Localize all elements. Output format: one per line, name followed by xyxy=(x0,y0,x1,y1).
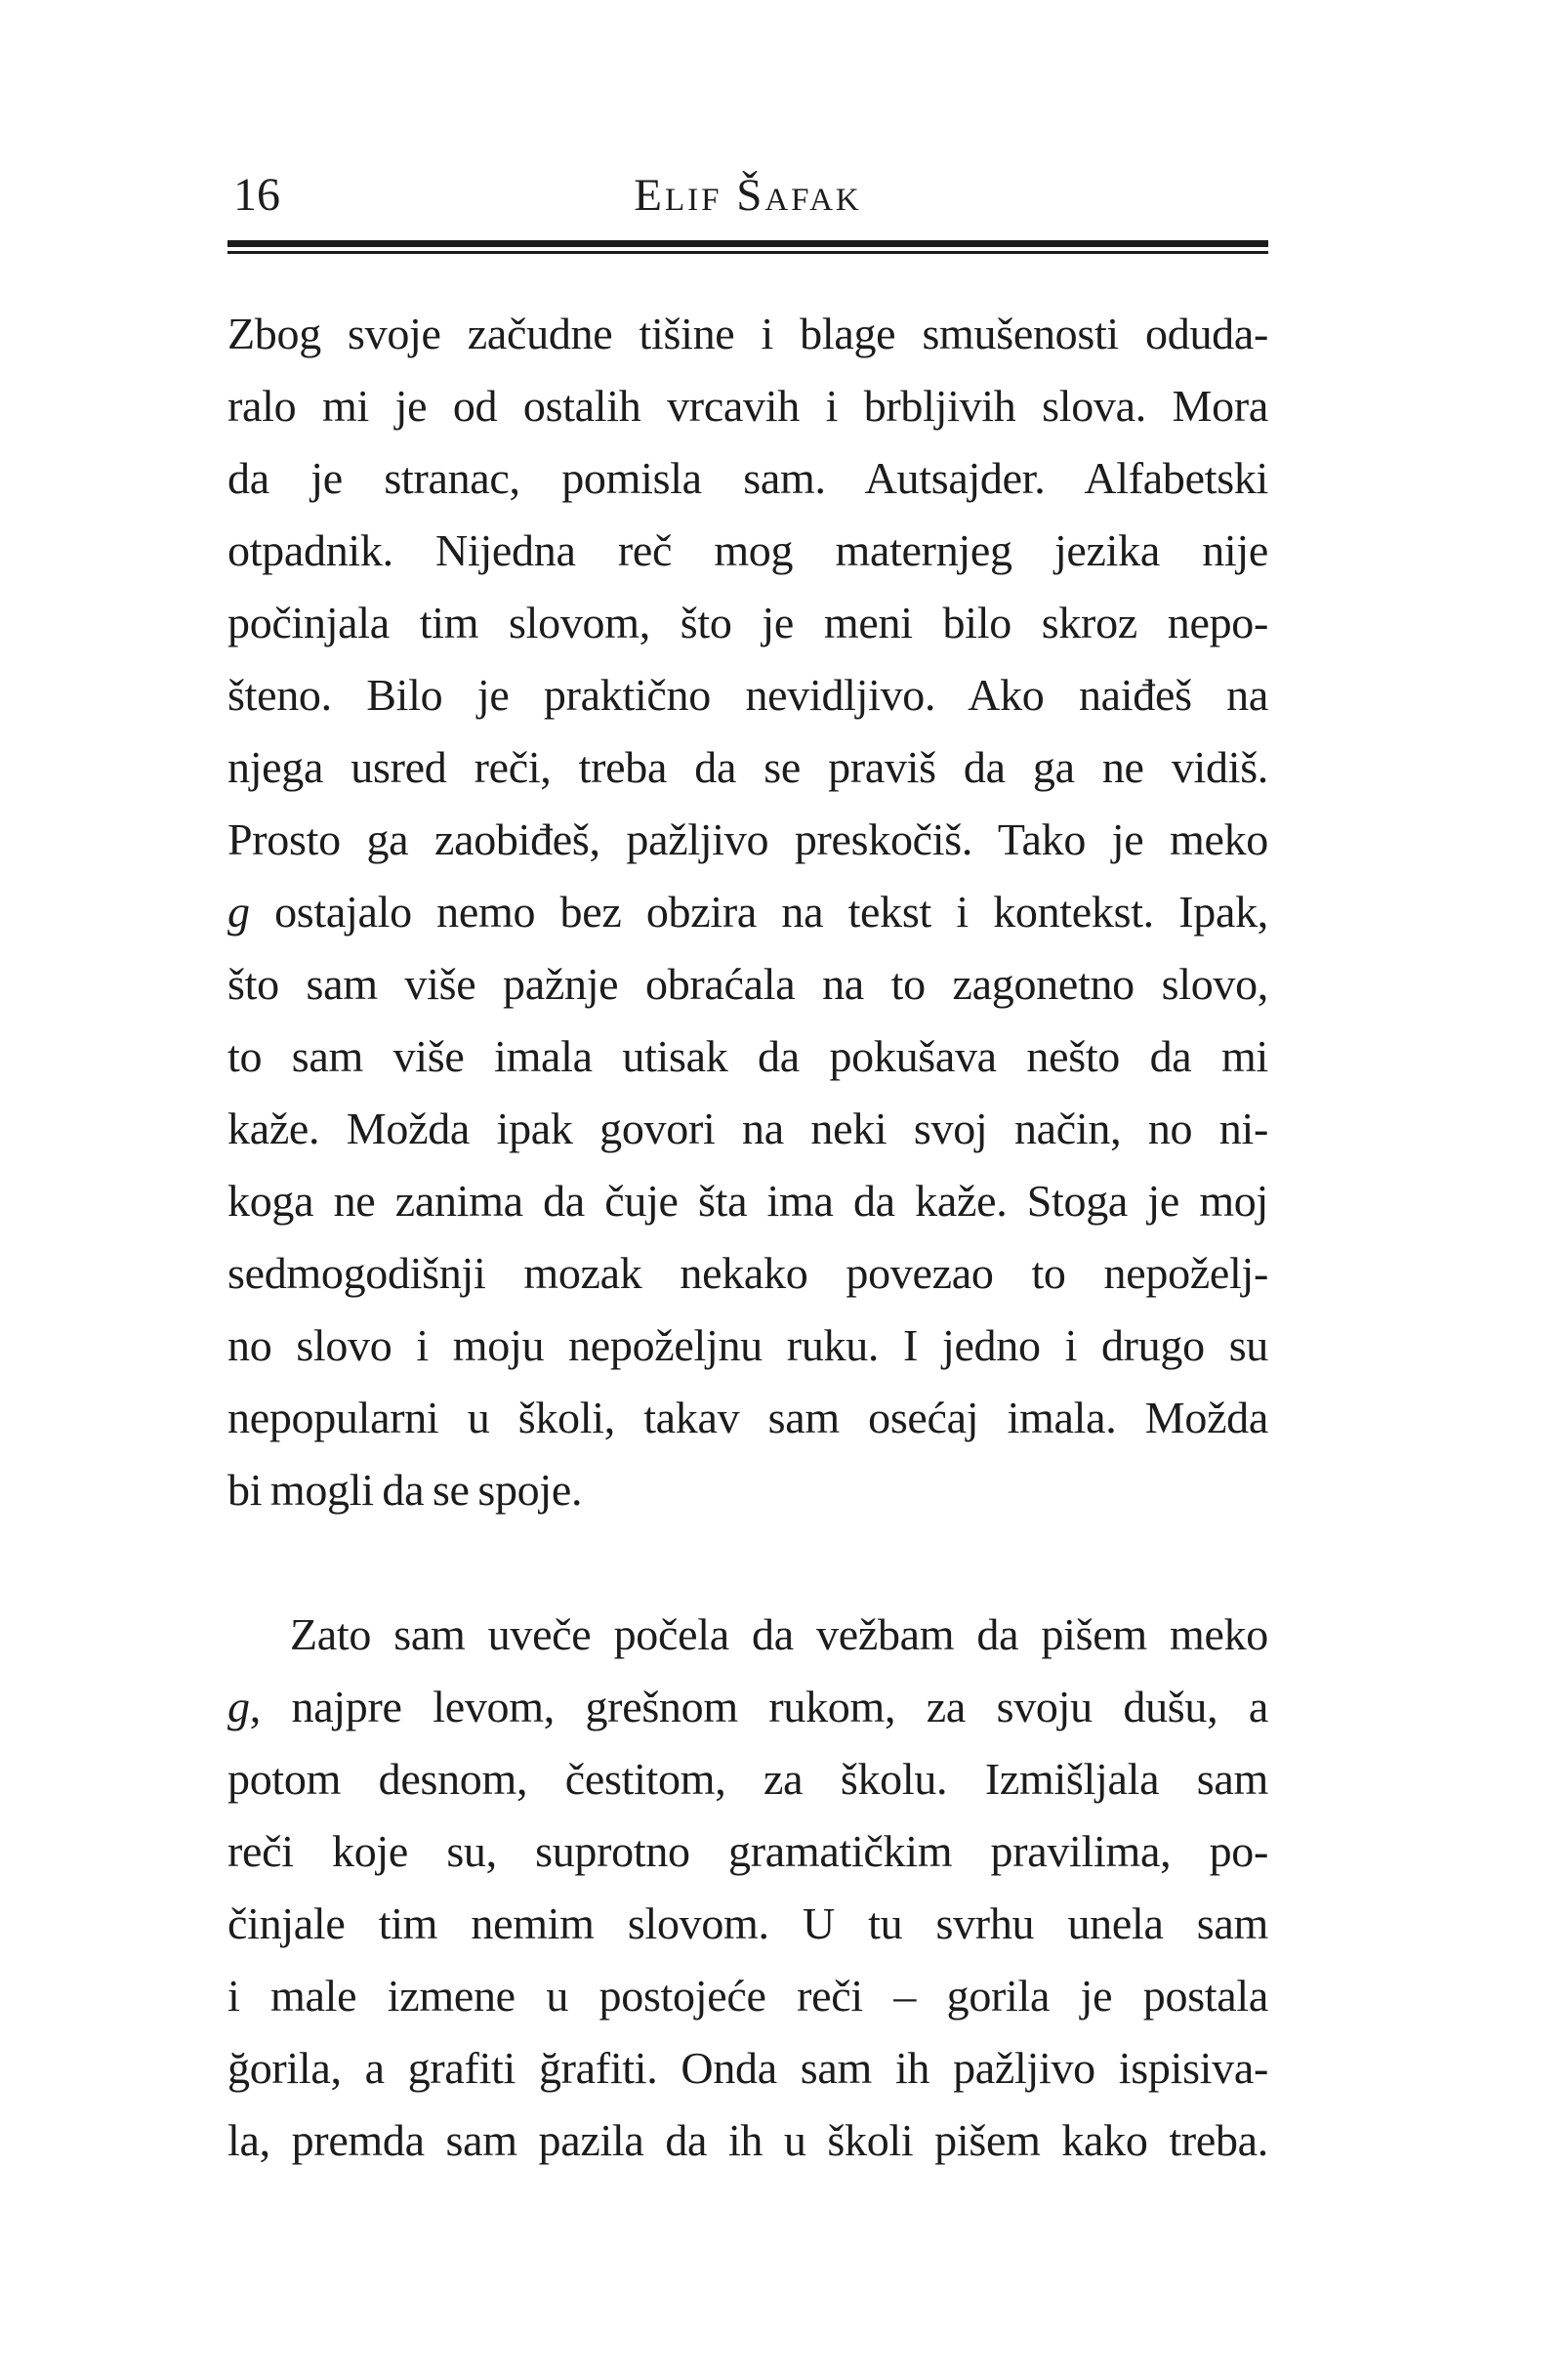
running-head-author: Elif Šafak xyxy=(634,170,862,221)
text-line xyxy=(227,1888,1268,1960)
text-segment: to sam više imala utisak da pokušava nešto da mi xyxy=(227,1031,1268,1081)
text-line xyxy=(227,298,1268,370)
body-text xyxy=(227,298,1268,2177)
paragraph-1 xyxy=(227,298,1268,1526)
text-segment: no slovo i moju nepoželjnu ruku. I jedno i drugo su xyxy=(227,1320,1268,1370)
text-line xyxy=(227,587,1268,659)
text-line xyxy=(227,731,1268,804)
text-line xyxy=(227,1165,1268,1237)
text-segment: la, premda sam pazila da ih u školi pišem kako treba. xyxy=(227,2115,1268,2165)
text-segment: šteno. Bilo je praktično nevidljivo. Ako naiđeš na xyxy=(227,670,1268,720)
text-segment: nepopularni u školi, takav sam osećaj imala. Možda xyxy=(227,1393,1268,1442)
text-line xyxy=(227,1743,1268,1815)
text-line xyxy=(227,515,1268,587)
text-line xyxy=(227,1599,1268,1671)
text-segment: počinjala tim slovom, što je meni bilo skroz nepo- xyxy=(227,598,1268,647)
text-segment: Zato sam uveče počela da vežbam da pišem meko xyxy=(290,1609,1268,1659)
text-line xyxy=(227,2032,1268,2105)
text-line xyxy=(227,1310,1268,1382)
running-header xyxy=(227,169,1268,221)
text-line xyxy=(227,1021,1268,1093)
text-segment: reči koje su, suprotno gramatičkim pravilima, po- xyxy=(227,1826,1268,1876)
text-segment: potom desnom, čestitom, za školu. Izmišljala sam xyxy=(227,1754,1268,1804)
text-line xyxy=(227,876,1268,948)
text-segment: otpadnik. Nijedna reč mog maternjeg jezika nije xyxy=(227,525,1268,575)
text-line xyxy=(227,370,1268,442)
text-segment: ğorila, a grafiti ğrafiti. Onda sam ih pažljivo ispisiva- xyxy=(227,2043,1268,2093)
text-line xyxy=(227,1960,1268,2032)
text-segment: kaže. Možda ipak govori na neki svoj način, no ni- xyxy=(227,1104,1268,1153)
text-line xyxy=(227,659,1268,731)
text-segment: Prosto ga zaobiđeš, pažljivo preskočiš. Tako je meko xyxy=(227,814,1268,864)
text-line xyxy=(227,1237,1268,1310)
text-segment: ostajalo nemo bez obzira na tekst i kontekst. Ipak, xyxy=(249,887,1268,937)
text-segment: Zbog svoje začudne tišine i blage smušenosti oduda- xyxy=(227,309,1268,358)
text-segment: koga ne zanima da čuje šta ima da kaže. Stoga je moj xyxy=(227,1176,1268,1226)
page-number: 16 xyxy=(233,169,280,221)
italic-letter-g: g xyxy=(227,1682,250,1731)
text-line xyxy=(227,1093,1268,1165)
header-rule-thin xyxy=(227,251,1268,254)
text-line xyxy=(227,442,1268,515)
text-line xyxy=(227,1671,1268,1743)
text-segment: ralo mi je od ostalih vrcavih i brbljivih slova. Mora xyxy=(227,381,1268,431)
text-segment: njega usred reči, treba da se praviš da ga ne vidiš. xyxy=(227,742,1268,792)
text-segment: sedmogodišnji mozak nekako povezao to nepoželj- xyxy=(227,1248,1268,1298)
text-line xyxy=(227,2105,1268,2177)
text-segment: , najpre levom, grešnom rukom, za svoju dušu, a xyxy=(249,1682,1268,1731)
text-line xyxy=(227,1382,1268,1454)
text-line xyxy=(227,804,1268,876)
italic-letter-g: g xyxy=(227,887,250,937)
text-segment: činjale tim nemim slovom. U tu svrhu unela sam xyxy=(227,1898,1268,1948)
text-segment: što sam više pažnje obraćala na to zagonetno slovo, xyxy=(227,959,1268,1009)
paragraph-2 xyxy=(227,1599,1268,2177)
text-line xyxy=(227,1815,1268,1888)
text-segment: i male izmene u postojeće reči – gorila je postala xyxy=(227,1971,1268,2021)
text-segment: da je stranac, pomisla sam. Autsajder. Alfabetski xyxy=(227,453,1268,503)
header-rule-thick xyxy=(227,240,1268,247)
text-line xyxy=(227,1454,1268,1526)
text-line xyxy=(227,948,1268,1021)
text-segment: bi mogli da se spoje. xyxy=(227,1465,583,1515)
